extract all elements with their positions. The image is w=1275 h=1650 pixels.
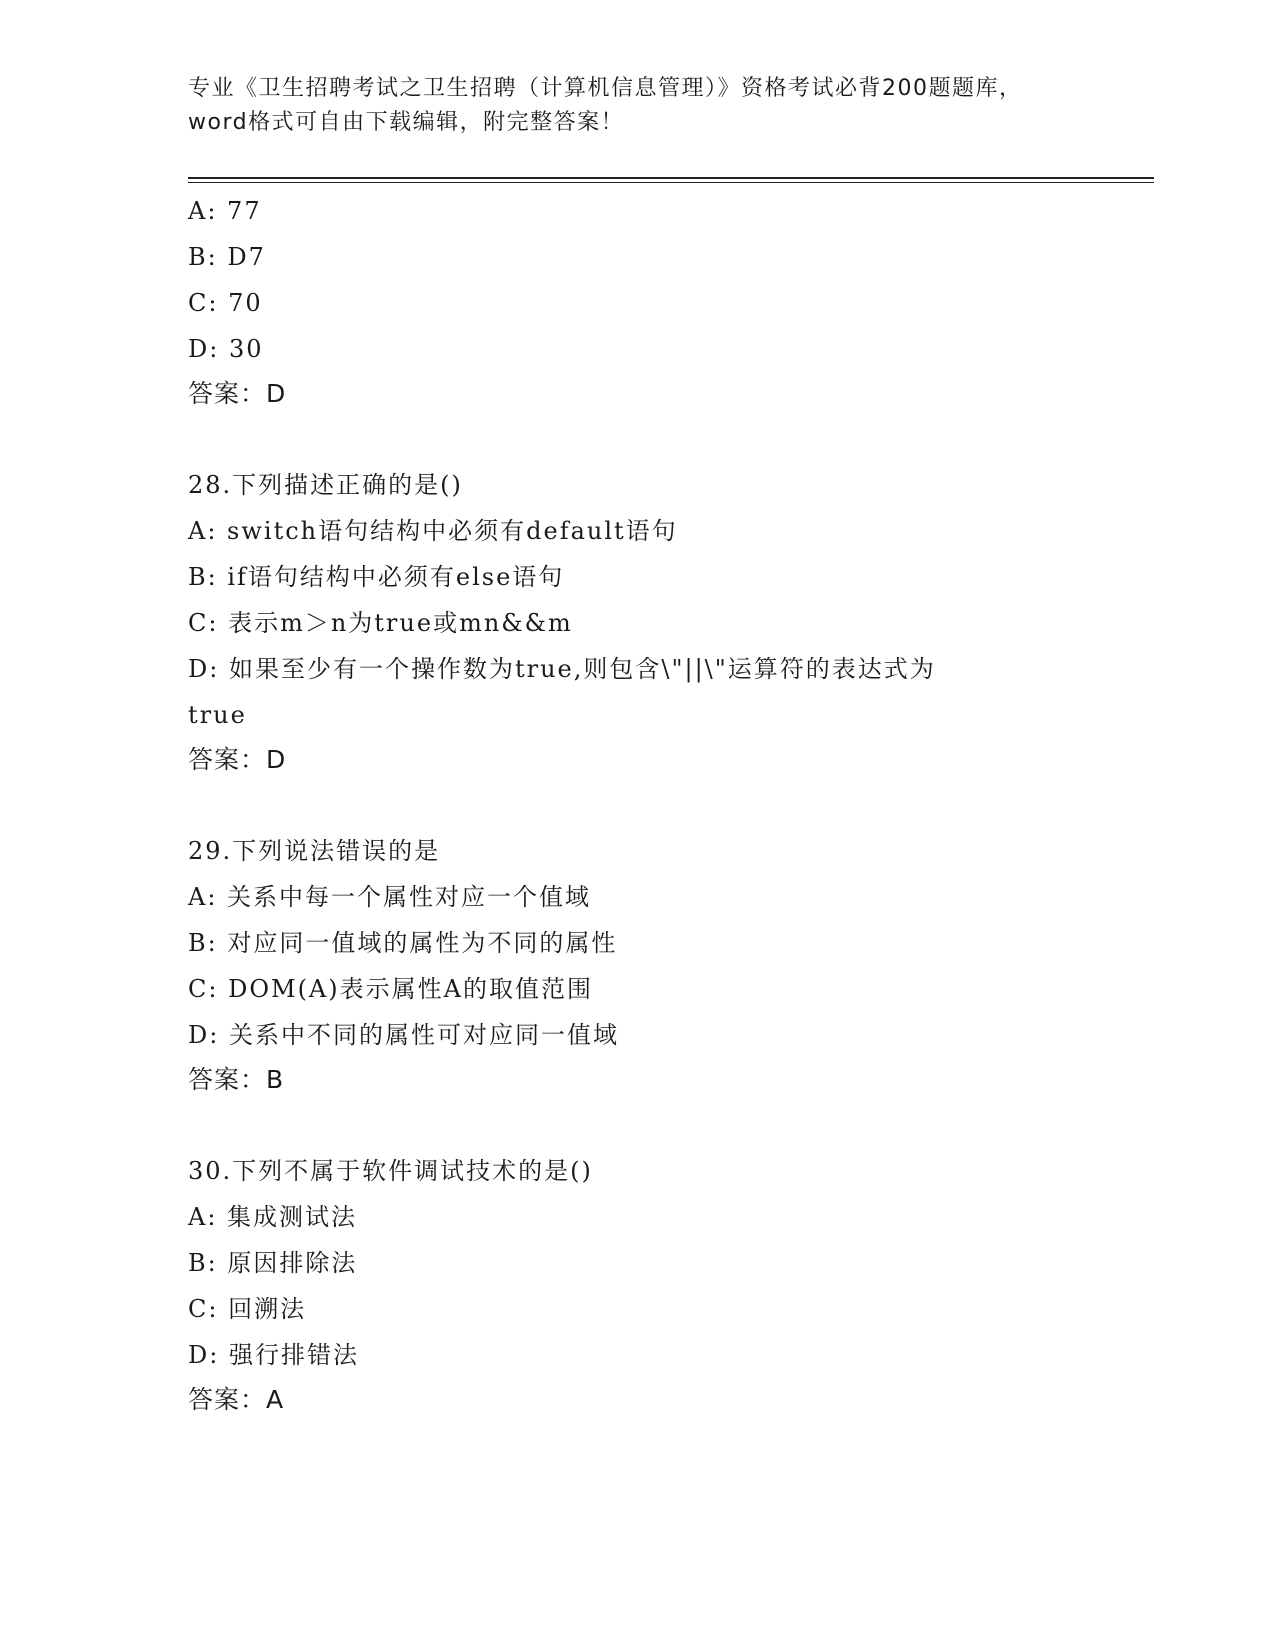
header-divider-thin <box>188 182 1154 183</box>
option-a: A: 集成测试法 <box>188 1203 358 1231</box>
header-line-2: word格式可自由下载编辑，附完整答案！ <box>188 110 625 135</box>
question-title: 28.下列描述正确的是() <box>188 471 463 499</box>
option-b: B: 原因排除法 <box>188 1249 358 1277</box>
option-d-continuation: true <box>188 701 247 729</box>
header-line-1: 专业《卫生招聘考试之卫生招聘（计算机信息管理）》资格考试必背200题题库， <box>188 76 1023 101</box>
option-a: A: 关系中每一个属性对应一个值域 <box>188 883 592 911</box>
option-d: D: 关系中不同的属性可对应同一值域 <box>188 1021 619 1049</box>
question-block-29 <box>188 828 1068 1102</box>
document-header <box>188 72 1088 140</box>
option-a: A: switch语句结构中必须有default语句 <box>188 517 678 545</box>
question-block-28 <box>188 462 1068 782</box>
answer: 答案：D <box>188 379 287 408</box>
option-c: C: 回溯法 <box>188 1295 307 1323</box>
question-content <box>188 188 1068 1422</box>
question-block-27 <box>188 188 1068 416</box>
option-c: C: 表示m＞n为true或mn&&m <box>188 609 573 637</box>
answer: 答案：B <box>188 1065 285 1094</box>
option-b: B: 对应同一值域的属性为不同的属性 <box>188 929 618 957</box>
answer: 答案：A <box>188 1385 285 1414</box>
option-c: C: DOM(A)表示属性A的取值范围 <box>188 975 593 1003</box>
option-d: D: 30 <box>188 335 264 363</box>
option-d: D: 如果至少有一个操作数为true,则包含\"||\"运算符的表达式为 <box>188 655 936 683</box>
question-title: 29.下列说法错误的是 <box>188 837 441 865</box>
option-b: B: if语句结构中必须有else语句 <box>188 563 565 591</box>
option-b: B: D7 <box>188 243 266 271</box>
option-d: D: 强行排错法 <box>188 1341 359 1369</box>
option-a: A: 77 <box>188 197 262 225</box>
question-title: 30.下列不属于软件调试技术的是() <box>188 1157 593 1185</box>
header-divider-thick <box>188 177 1154 179</box>
option-c: C: 70 <box>188 289 263 317</box>
question-block-30 <box>188 1148 1068 1422</box>
answer: 答案：D <box>188 745 287 774</box>
